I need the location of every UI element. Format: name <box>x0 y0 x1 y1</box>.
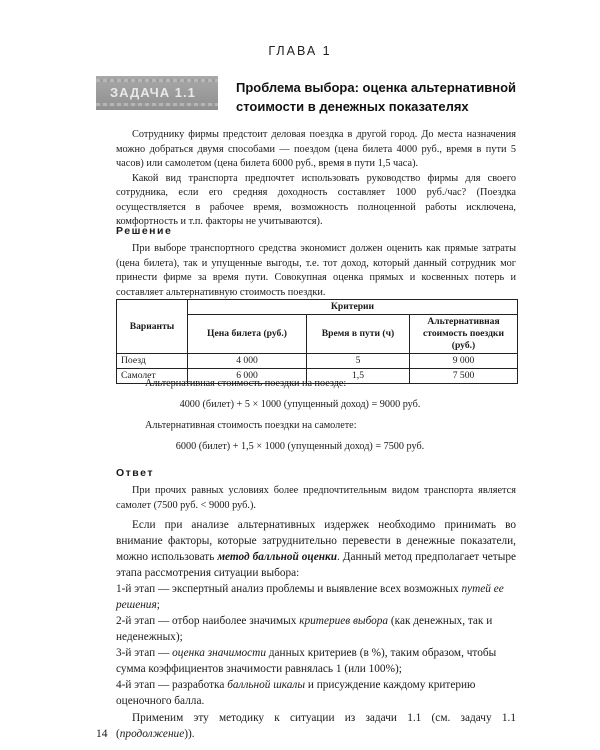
step-3-emphasis: оценка значимости <box>172 647 266 659</box>
train-calc-label: Альтернативная стоимость поездки на поезде: <box>145 378 347 389</box>
task-label: ЗАДАЧА 1.1 <box>110 85 196 100</box>
method-term: метод балльной оценки <box>217 551 337 563</box>
step-1 <box>116 581 516 613</box>
section-title-line2: стоимости в денежных показателях <box>236 99 469 114</box>
cell-variant: Поезд <box>117 354 188 369</box>
plane-calc-label: Альтернативная стоимость поездки на самолете: <box>145 420 357 431</box>
solution-heading: Решение <box>116 225 173 237</box>
header-alt-cost: Альтернативная стоимость поездки (руб.) <box>410 315 518 354</box>
answer-text <box>116 484 516 513</box>
header-time: Время в пути (ч) <box>307 315 410 354</box>
table-header-row <box>117 300 518 315</box>
step-4-text: 4-й этап — разработка <box>116 679 228 691</box>
main-paragraph-1 <box>116 517 516 581</box>
step-4-end: и присуждение каждому критерию оценочного балла. <box>116 679 476 707</box>
continuation-term: продолжение <box>119 728 185 740</box>
page-number: 14 <box>96 728 108 740</box>
main-p1-text-a: Если при анализе альтернативных издержек необходимо принимать во внимание факторы, которые затруднительно перевести в денежные показатели, можно использовать <box>116 519 516 563</box>
banner-hatch-top <box>96 79 218 82</box>
header-variants: Варианты <box>117 300 188 354</box>
answer-heading: Ответ <box>116 467 154 479</box>
table-row <box>117 354 518 369</box>
step-2-text: 2-й этап — отбор наиболее значимых <box>116 615 300 627</box>
main-p1-text-b: . Данный метод предполагает четыре этапа рассмотрения ситуации выбора: <box>116 551 516 579</box>
step-1-end: ; <box>156 599 160 611</box>
cell-time: 1,5 <box>307 369 410 384</box>
main-p2-text-a: Применим эту методику к ситуации из задачи 1.1 (см. задачу 1.1 ( <box>116 712 516 740</box>
cell-price: 4 000 <box>188 354 307 369</box>
step-3 <box>116 645 516 677</box>
task-banner <box>96 76 218 110</box>
step-2-end: (как денежных, так и неденежных); <box>116 615 493 643</box>
step-2 <box>116 613 516 645</box>
cell-alt-cost: 9 000 <box>410 354 518 369</box>
problem-paragraph-2: Какой вид транспорта предпочтет использовать руководство фирмы для своего сотрудника, если его средняя доходность составляет 1000 руб./час? (Поездка осуществляется в рабочее время, возможность полноценной работы исключена, комфортность и т.п. факторы не учитываются). <box>116 172 516 227</box>
step-3-end: данных критериев (в %), таким образом, чтобы сумма коэффициентов значимости равнялась 1 (или 100%); <box>116 647 497 675</box>
solution-text <box>116 242 516 300</box>
step-4 <box>116 677 516 709</box>
answer-paragraph: При прочих равных условиях более предпочтительным видом транспорта является самолет (7500 руб. < 9000 руб.). <box>116 485 516 511</box>
cell-alt-cost: 7 500 <box>410 369 518 384</box>
solution-paragraph: При выборе транспортного средства экономист должен оценить как прямые затраты (цена билета), так и упущенные выгоды, т.е. тот доход, который данный сотрудник мог принести фирме за время пути. Совокупная оценка прямых и косвенных потерь и составляет альтернативную стоимость поездки. <box>116 243 516 298</box>
cell-variant: Самолет <box>117 369 188 384</box>
step-1-emphasis: путей ее решения <box>116 583 504 611</box>
section-title-line1: Проблема выбора: оценка альтернативной <box>236 80 516 95</box>
train-calc-formula: 4000 (билет) + 5 × 1000 (упущенный доход) = 9000 руб. <box>179 399 421 410</box>
cell-time: 5 <box>307 354 410 369</box>
main-paragraph-2 <box>116 710 516 742</box>
problem-text <box>116 128 516 230</box>
section-title <box>236 78 536 116</box>
plane-calc-formula: 6000 (билет) + 1,5 × 1000 (упущенный доход) = 7500 руб. <box>175 441 425 452</box>
step-2-emphasis: критериев выбора <box>299 615 389 627</box>
cell-price: 6 000 <box>188 369 307 384</box>
chapter-header: ГЛАВА 1 <box>268 44 332 58</box>
main-p2-text-b: )). <box>184 728 195 740</box>
problem-paragraph-1: Сотруднику фирмы предстоит деловая поездка в другой город. До места назначения можно добраться двумя способами — поездом (цена билета 4000 руб., время в пути 5 часов) или самолетом (цена билета 6000 руб., время в пути 1,5 часа). <box>116 129 516 169</box>
step-4-emphasis: балльной шкалы <box>227 679 305 691</box>
banner-hatch-bottom <box>96 103 218 106</box>
criteria-table <box>116 299 518 384</box>
step-1-text: 1-й этап — экспертный анализ проблемы и выявление всех возможных <box>116 583 462 595</box>
step-3-text: 3-й этап — <box>116 647 173 659</box>
header-criteria: Критерии <box>188 300 518 315</box>
header-price: Цена билета (руб.) <box>188 315 307 354</box>
